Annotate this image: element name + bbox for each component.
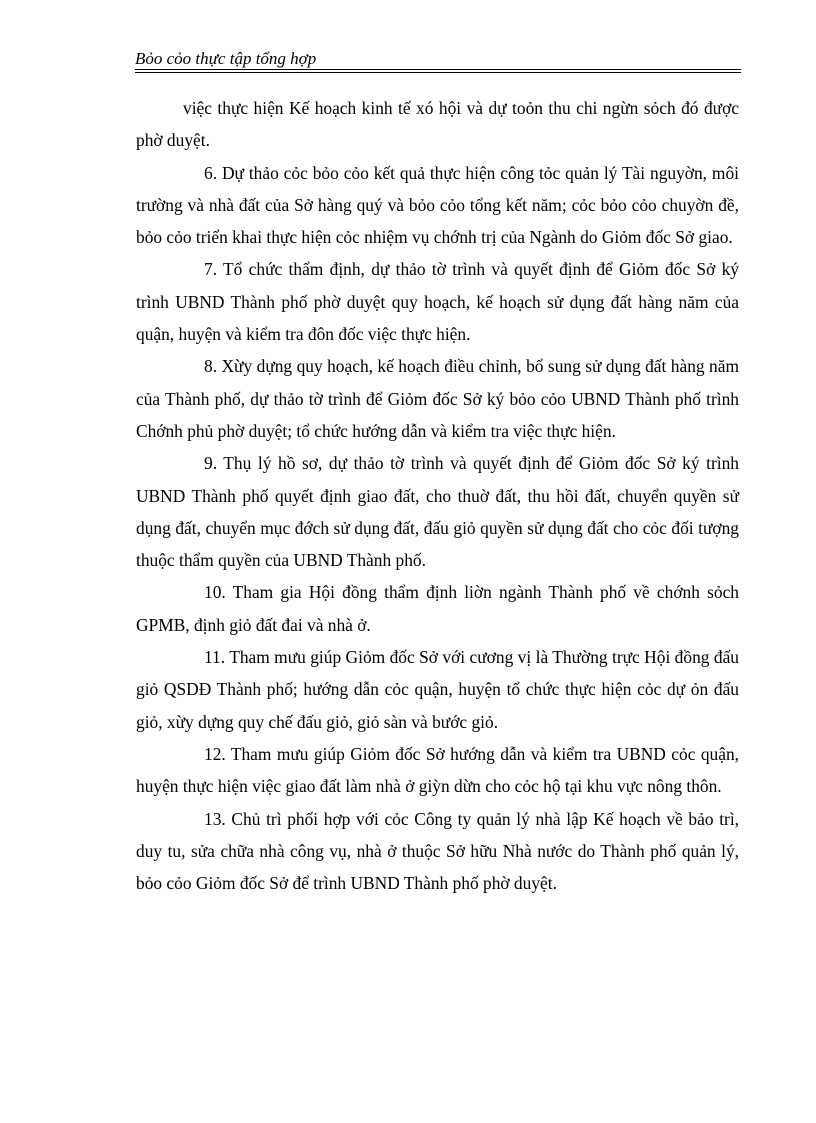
paragraph-item-13: 13. Chủ trì phối hợp với cỏc Công ty quản lý nhà lập Kế hoạch về bảo trì, duy tu, sửa chữa nhà công vụ, nhà ở thuộc Sở hữu Nhà nước do Thành phố quản lý, bỏo cỏo Giỏm đốc Sở để trình UBND Thành phố phờ duyệt.	[136, 808, 739, 894]
paragraph-item-11: 11. Tham mưu giúp Giỏm đốc Sở với cương vị là Thường trực Hội đồng đấu giỏ QSDĐ Thành phố; hướng dẫn cỏc quận, huyện tổ chức thực hiện cỏc dự ỏn đấu giỏ, xừy dựng quy chế đấu giỏ, giỏ sàn và bước giỏ.	[136, 647, 739, 732]
paragraph-item-8: 8. Xừy dựng quy hoạch, kế hoạch điều chỉnh, bổ sung sử dụng đất hàng năm của Thành phố, dự thảo tờ trình để Giỏm đốc Sở ký bỏo cỏo UBND Thành phố trình Chớnh phủ phờ duyệt; tổ chức hướng dẫn và kiểm tra việc thực hiện.	[136, 356, 739, 441]
paragraph-item-7: 7. Tổ chức thẩm định, dự thảo tờ trình và quyết định để Giỏm đốc Sở ký trình UBND Thành phố phờ duyệt quy hoạch, kế hoạch sử dụng đất hàng năm của quận, huyện và kiểm tra đôn đốc việc thực hiện.	[136, 259, 739, 345]
paragraph-continuation: việc thực hiện Kế hoạch kinh tế xó hội và dự toỏn thu chi ngừn sỏch đó được phờ duyệt.	[136, 98, 739, 151]
paragraph-item-9: 9. Thụ lý hồ sơ, dự thảo tờ trình và quyết định để Giỏm đốc Sở ký trình UBND Thành phố quyết định giao đất, cho thuờ đất, thu hồi đất, chuyển quyền sử dụng đất, chuyển mục đớch sử dụng đất, đấu giỏ quyền sử dụng đất cho cỏc đối tượng thuộc thẩm quyền của UBND Thành phố.	[136, 453, 739, 571]
running-header: Bỏo cỏo thực tập tổng hợp	[135, 49, 317, 68]
header-rule-thick	[135, 69, 741, 70]
paragraph-item-6: 6. Dự thảo cỏc bỏo cỏo kết quả thực hiện công tỏc quản lý Tài nguyờn, môi trường và nhà đất của Sở hàng quý và bỏo cỏo tổng kết năm; cỏc bỏo cỏo chuyờn đề, bỏo cỏo triển khai thực hiện cỏc nhiệm vụ chớnh trị của Ngành do Giỏm đốc Sở giao.	[136, 162, 739, 248]
paragraph-item-12: 12. Tham mưu giúp Giỏm đốc Sở hướng dẫn và kiểm tra UBND cỏc quận, huyện thực hiện việc giao đất làm nhà ở giỳn dừn cho cỏc hộ tại khu vực nông thôn.	[136, 743, 739, 797]
paragraph-item-10: 10. Tham gia Hội đồng thẩm định liờn ngành Thành phố về chớnh sỏch GPMB, định giỏ đất đai và nhà ở.	[136, 582, 739, 635]
header-rule-thin	[135, 72, 741, 73]
document-body	[136, 92, 739, 899]
